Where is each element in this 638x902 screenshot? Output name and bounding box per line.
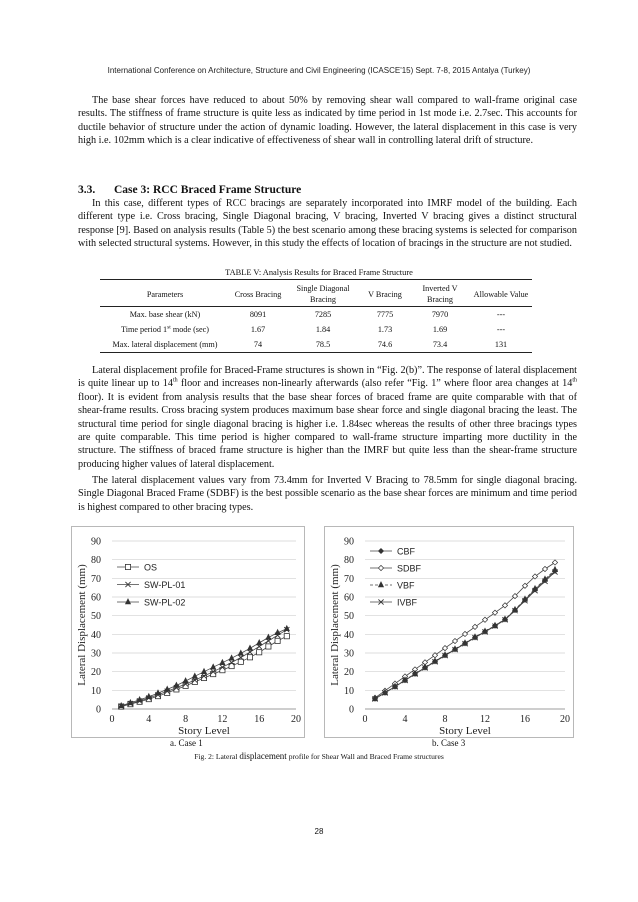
x-tick-label: 16 [520, 714, 530, 725]
y-tick-label: 70 [91, 573, 101, 585]
data-point [257, 640, 262, 645]
x-tick-label: 20 [560, 714, 570, 725]
table-cell: 74.6 [377, 340, 393, 349]
legend-item [370, 598, 418, 608]
y-tick-label: 0 [96, 704, 101, 716]
chart-case3 [325, 527, 573, 737]
data-point [472, 624, 477, 629]
series-sw-pl-02 [119, 626, 290, 708]
x-tick-label: 4 [146, 714, 152, 725]
y-tick-label: 30 [91, 648, 101, 660]
table-cell: 73.4 [432, 340, 448, 349]
x-tick-label: 0 [109, 714, 115, 725]
x-tick-label: 16 [254, 714, 265, 725]
table-cell: 7285 [314, 310, 332, 319]
x-tick-label: 12 [480, 714, 490, 725]
table-cell: 131 [494, 340, 508, 349]
table-caption: TABLE V: Analysis Results for Braced Frame Structure [225, 268, 413, 277]
x-tick-label: 20 [291, 714, 301, 725]
table-cell: 1.73 [377, 325, 393, 334]
figure-case3 [324, 526, 574, 738]
y-tick-label: 20 [91, 667, 101, 679]
table-row [100, 337, 532, 353]
legend-item [117, 580, 185, 590]
y-axis-title: Lateral Displacement (mm) [76, 564, 88, 686]
data-point [442, 646, 447, 651]
legend-label: SW-PL-01 [144, 580, 186, 590]
legend-item [117, 598, 185, 608]
y-tick-label: 50 [91, 611, 101, 623]
x-tick-label: 4 [402, 714, 408, 725]
y-tick-label: 10 [344, 685, 354, 697]
legend-marker [125, 564, 130, 569]
table-row-label: Max. base shear (kN) [129, 310, 201, 319]
data-point [247, 645, 252, 650]
table-header-cell: Parameters [146, 289, 184, 299]
data-point [492, 610, 497, 615]
legend-label: SW-PL-02 [144, 597, 186, 608]
legend-label: OS [144, 562, 158, 573]
table-cell: --- [496, 310, 506, 319]
data-point [275, 638, 280, 643]
y-tick-label: 10 [91, 685, 101, 697]
table-cell: 1.84 [315, 325, 331, 334]
y-tick-label: 30 [344, 648, 354, 660]
table-header-cell: Cross Bracing [234, 289, 282, 299]
data-point [238, 659, 243, 664]
table-header-cell: Inverted V Bracing [422, 284, 458, 304]
x-axis-title: Story Level [439, 725, 491, 737]
x-tick-label: 0 [362, 714, 368, 725]
y-tick-label: 50 [344, 611, 354, 623]
legend-marker [378, 582, 383, 587]
table-row [100, 307, 532, 323]
table-header-cell: Allowable Value [473, 289, 529, 299]
paragraph-lateral-displacement-profile: Lateral displacement profile for Braced-Frame structures is shown in “Fig. 2(b)”. The response of lateral displacement is quite linear up to 14th floor and increases non-linearly afterwards (also refer “Fig. 1” where floor area changes at 14th floor). It is evident from analysis results that the base shear forces of braced frame are quite comparable with that of shear-frame results. Cross bracing system produces maximum base shear force and single diagonal bracing the least. The structural time period for single diagonal bracing is higher i.e. 1.84sec whereas the results of other three bracings types are quite comparable. This time period is higher compared to wall-frame structure imparting more ductility in the structure. The stiffness of braced frame structure is higher than the IMRF but quite less than the shear-frame structure producing higher values of lateral displacement. [78, 365, 578, 470]
table-row-label: Max. lateral displacement (mm) [112, 340, 218, 349]
x-tick-label: 8 [183, 714, 189, 725]
legend-item [370, 547, 416, 557]
section-title: Case 3: RCC Braced Frame Structure [114, 184, 302, 196]
table-cell: 1.69 [432, 325, 448, 334]
y-tick-label: 0 [349, 704, 354, 716]
series-line [121, 629, 287, 706]
y-tick-label: 70 [344, 573, 354, 585]
table-cell: 78.5 [315, 340, 331, 349]
data-point [552, 560, 557, 565]
legend-marker [378, 565, 383, 570]
table-header-row [100, 280, 532, 307]
table-header-cell: Single Diagonal Bracing [296, 284, 350, 304]
table-cell: 7775 [376, 310, 394, 319]
y-tick-label: 80 [344, 555, 354, 567]
y-tick-label: 20 [344, 667, 354, 679]
results-table [100, 279, 532, 353]
table-header-cell: V Bracing [368, 289, 402, 299]
x-axis-title: Story Level [178, 725, 230, 737]
x-tick-label: 8 [442, 714, 448, 725]
y-tick-label: 90 [91, 536, 101, 548]
legend-label: SDBF [397, 563, 422, 574]
table-row [100, 322, 532, 337]
section-heading [78, 184, 301, 196]
y-axis-title: Lateral Displacement (mm) [329, 564, 341, 686]
data-point [552, 567, 557, 572]
table-cell: 1.67 [250, 325, 266, 334]
legend-marker [378, 548, 383, 553]
table-cell: 8091 [249, 310, 267, 319]
data-point [266, 644, 271, 649]
legend-item [117, 563, 157, 573]
figure-case1 [71, 526, 305, 738]
legend-label: CBF [397, 546, 415, 557]
figure-caption: Fig. 2: Lateral displacement profile for Shear Wall and Braced Frame structures [194, 751, 444, 761]
data-point [452, 638, 457, 643]
page-number: 28 [314, 827, 324, 836]
y-tick-label: 40 [91, 629, 101, 641]
y-tick-label: 60 [344, 592, 354, 604]
paragraph-shear-wall-removal: The base shear forces have reduced to about 50% by removing shear wall compared to wall-frame original case results. The stiffness of frame structure is quite less as indicated by time period in 1st mode i.e. 2.7sec. This accounts for ductile behavior of structure under the action of dynamic loading. However, the lateral displacement in this case is very high i.e. 102mm which is a clear indicative of effectiveness of shear wall in controlling lateral drift of structure. [78, 95, 577, 147]
legend-label: IVBF [397, 597, 418, 608]
data-point [247, 655, 252, 660]
legend-label: VBF [397, 580, 415, 591]
data-point [257, 650, 262, 655]
subcaption-b: b. Case 3 [432, 738, 466, 748]
y-tick-label: 90 [344, 536, 354, 548]
section-number: 3.3. [78, 184, 96, 196]
subcaption-a: a. Case 1 [170, 738, 203, 748]
y-tick-label: 80 [91, 555, 101, 567]
y-tick-label: 40 [344, 629, 354, 641]
y-tick-label: 60 [91, 592, 101, 604]
legend-item [370, 581, 415, 591]
running-header: International Conference on Architecture, Structure and Civil Engineering (ICASCE'15) Sept. 7-8, 2015 Antalya (Turkey) [107, 66, 531, 75]
paragraph-displacement-values: The lateral displacement values vary from 73.4mm for Inverted V Bracing to 78.5mm for single diagonal bracing. Single Diagonal Braced Frame (SDBF) is the best possible scenario as the base shear forces are minimum and time period is highest compared to other bracing types. [78, 475, 577, 513]
table-cell: 7970 [431, 310, 449, 319]
data-point [482, 617, 487, 622]
paragraph-case3-intro: In this case, different types of RCC bracings are separately incorporated into IMRF model of the building. Each different type i.e. Cross bracing, Single Diagonal bracing, V bracing, Inverted V bracing gives a distinct structural response [9]. Based on analysis results (Table 5) the best scenario among these bracing systems is selected for comparison with selected structural systems. However, in this study the effects of location of bracings in the structure are not studied. [78, 198, 577, 250]
legend-marker [125, 599, 130, 604]
data-point [284, 634, 289, 639]
x-tick-label: 12 [217, 714, 228, 725]
table-cell: --- [496, 325, 506, 334]
table-cell: 74 [253, 340, 263, 349]
legend-item [370, 564, 422, 574]
chart-case1 [72, 527, 304, 737]
table-row-label: Time period 1st mode (sec) [121, 324, 209, 334]
